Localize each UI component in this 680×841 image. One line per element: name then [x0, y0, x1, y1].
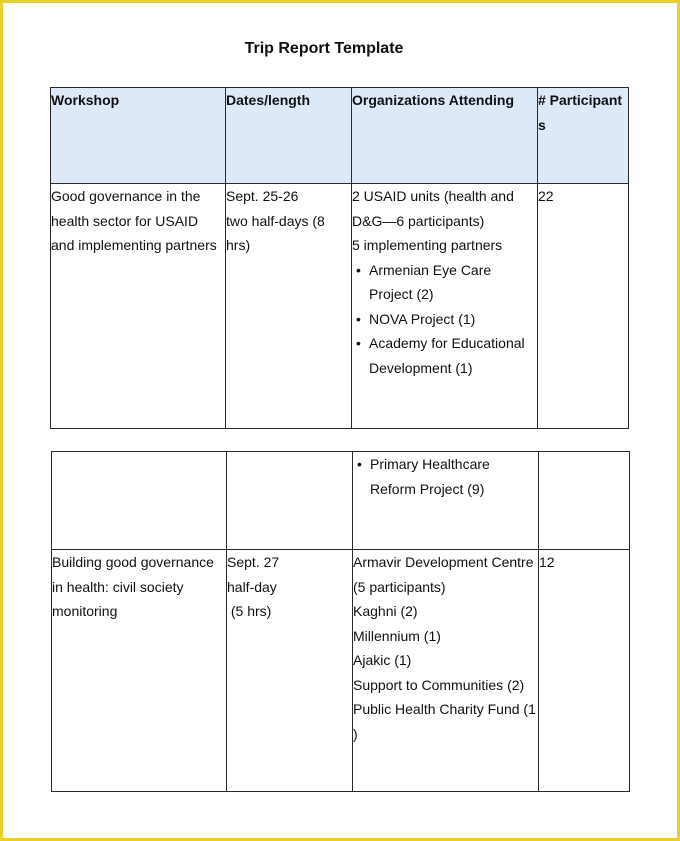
org-text: Kaghni (2)	[353, 603, 418, 619]
org-bullet-list	[352, 258, 537, 381]
org-text: Millennium (1)	[353, 627, 441, 644]
org-text: 2 USAID units (health and D&G—6 participants)	[352, 188, 518, 229]
org-text: 5 implementing partners	[352, 237, 503, 253]
org-text: Support to Communities (2)	[353, 676, 525, 693]
org-text: Ajakic (1)	[353, 652, 412, 668]
organizations-cell	[352, 184, 538, 429]
list-item: • Primary Healthcare Reform Project (9)	[370, 452, 538, 501]
dates-cell	[226, 184, 352, 429]
list-item: • NOVA Project (1)	[369, 307, 537, 332]
participants-cell: 22	[538, 184, 629, 429]
org-bullet-list	[353, 452, 538, 501]
workshop-cell: Good governance in the health sector for USAID and implementing partners	[51, 184, 226, 429]
workshop-cell: Building good governance in health: civil society monitoring	[52, 550, 227, 792]
page-title: Trip Report Template	[244, 40, 404, 57]
table-row	[51, 184, 629, 429]
length-text: two half-days (8 hrs)	[226, 212, 329, 253]
org-text: Public Health Charity Fund (1 )	[353, 701, 540, 742]
table-header-row	[51, 88, 629, 184]
participants-cell: 12	[539, 550, 630, 792]
organizations-cell	[353, 452, 539, 550]
table-row	[52, 550, 630, 792]
trip-report-table-continued	[51, 451, 630, 792]
dates-cell	[227, 452, 353, 550]
participants-cell	[539, 452, 630, 550]
length-text: (5 hrs)	[227, 603, 272, 619]
dates-text: Sept. 27	[227, 554, 280, 570]
header-workshop: Workshop	[51, 88, 226, 184]
header-organizations: Organizations Attending	[352, 88, 538, 184]
list-item: • Academy for Educational Development (1)	[369, 331, 537, 380]
list-item: • Armenian Eye Care Project (2)	[369, 258, 537, 307]
length-text: half-day	[227, 578, 277, 595]
header-participants: # Participants	[538, 88, 629, 184]
trip-report-table	[50, 87, 629, 429]
workshop-cell	[52, 452, 227, 550]
header-dates: Dates/length	[226, 88, 352, 184]
dates-cell	[227, 550, 353, 792]
table-row	[52, 452, 630, 550]
organizations-cell	[353, 550, 539, 792]
org-text: Armavir Development Centre (5 participants)	[353, 554, 538, 595]
dates-text: Sept. 25-26	[226, 188, 299, 204]
